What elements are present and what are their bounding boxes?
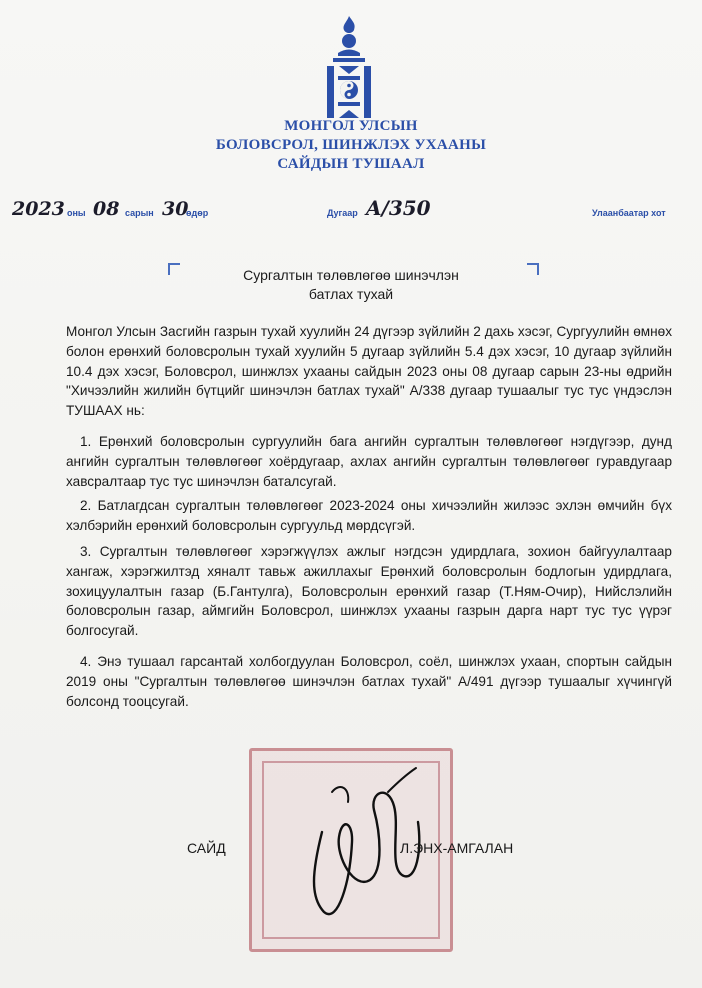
preamble-paragraph: Монгол Улсын Засгийн газрын тухай хуулийн 24 дүгээр зүйлийн 2 дахь хэсэг, Сургуулийн өмнөх болон ерөнхий боловсролын тухай хуулийн 5 дугаар зүйлийн 5.4 дэх хэсэг, 10 дугаар зүйлийн 10.4 дэх хэсэг, Боловсрол, шинжлэх ухааны сайдын 2023 оны 08 дугаар сарын 23-ны өдрийн "Хичээлийн жилийн бүтцийг шинэчлэн батлах тухай" А/338 дугаар тушаалыг тус тус үндэслэн ТУШААХ нь: [66, 324, 672, 419]
city-label: Улаанбаатар хот [592, 208, 666, 218]
header-doc-type: САЙДЫН ТУШААЛ [277, 156, 425, 172]
subject-line-2: батлах тухай [308, 286, 394, 302]
soyombo-emblem-icon [323, 14, 375, 126]
dateline [0, 196, 702, 230]
order-item-4: 4. Энэ тушаал гарсантай холбогдуулан Боловсрол, соёл, шинжлэх ухаан, спортын сайдын 2019 оны "Сургалтын төлөвлөгөө шинэчлэн батлах тухай" А/491 дүгээр тушаалыг хүчингүй болсонд тооцсугай. [66, 654, 672, 709]
header-country: МОНГОЛ УЛСЫН [284, 118, 418, 134]
date-month: 08 [93, 198, 120, 220]
subject-line-1: Сургалтын төлөвлөгөө шинэчлэн [243, 267, 459, 283]
signature-title: САЙД [187, 840, 226, 856]
number-label: Дугаар [327, 208, 358, 218]
date-year: 2023 [12, 198, 65, 220]
order-item-3: 3. Сургалтын төлөвлөгөөг хэрэгжүүлэх ажлыг нэгдсэн удирдлага, зохион байгуулалтаар хангаж, хэрэгжилтэд хяналт тавьж ажиллахыг Ерөнхий боловсролын бодлогын удирдлага, зохицуулалтын газар (Б.Гантулга), Боловсролын ерөнхий газар (Т.Ням-Очир), Нийслэлийн боловсролын газар, аймгийн Боловсрол, шинжлэх ухааны газрын дарга нарт тус тус үүрэг болгосугай. [66, 544, 672, 639]
order-item-2: 2. Батлагдсан сургалтын төлөвлөгөөг 2023-2024 оны хичээлийн жилээс эхлэн өмчийн бүх хэлбэрийн ерөнхий боловсролын сургуульд мөрдсүгэй. [66, 498, 672, 533]
date-year-label: оны [67, 208, 86, 218]
header-ministry: БОЛОВСРОЛ, ШИНЖЛЭХ УХААНЫ [215, 137, 487, 153]
date-day-label: өдөр [186, 208, 209, 218]
order-item-1: 1. Ерөнхий боловсролын сургуулийн бага ангийн сургалтын төлөвлөгөөг нэгдүгээр, дунд ангийн сургалтын төлөвлөгөөг хоёрдугаар, ахлах ангийн сургалтын төлөвлөгөөг гуравдугаар хавсралтаар тус тус шинэчлэн баталсугай. [66, 434, 672, 489]
order-number: A/350 [366, 196, 431, 220]
date-day: 30 [162, 198, 189, 220]
signatory-name: Л.ЭНХ-АМГАЛАН [400, 840, 514, 856]
date-month-label: сарын [125, 208, 154, 218]
